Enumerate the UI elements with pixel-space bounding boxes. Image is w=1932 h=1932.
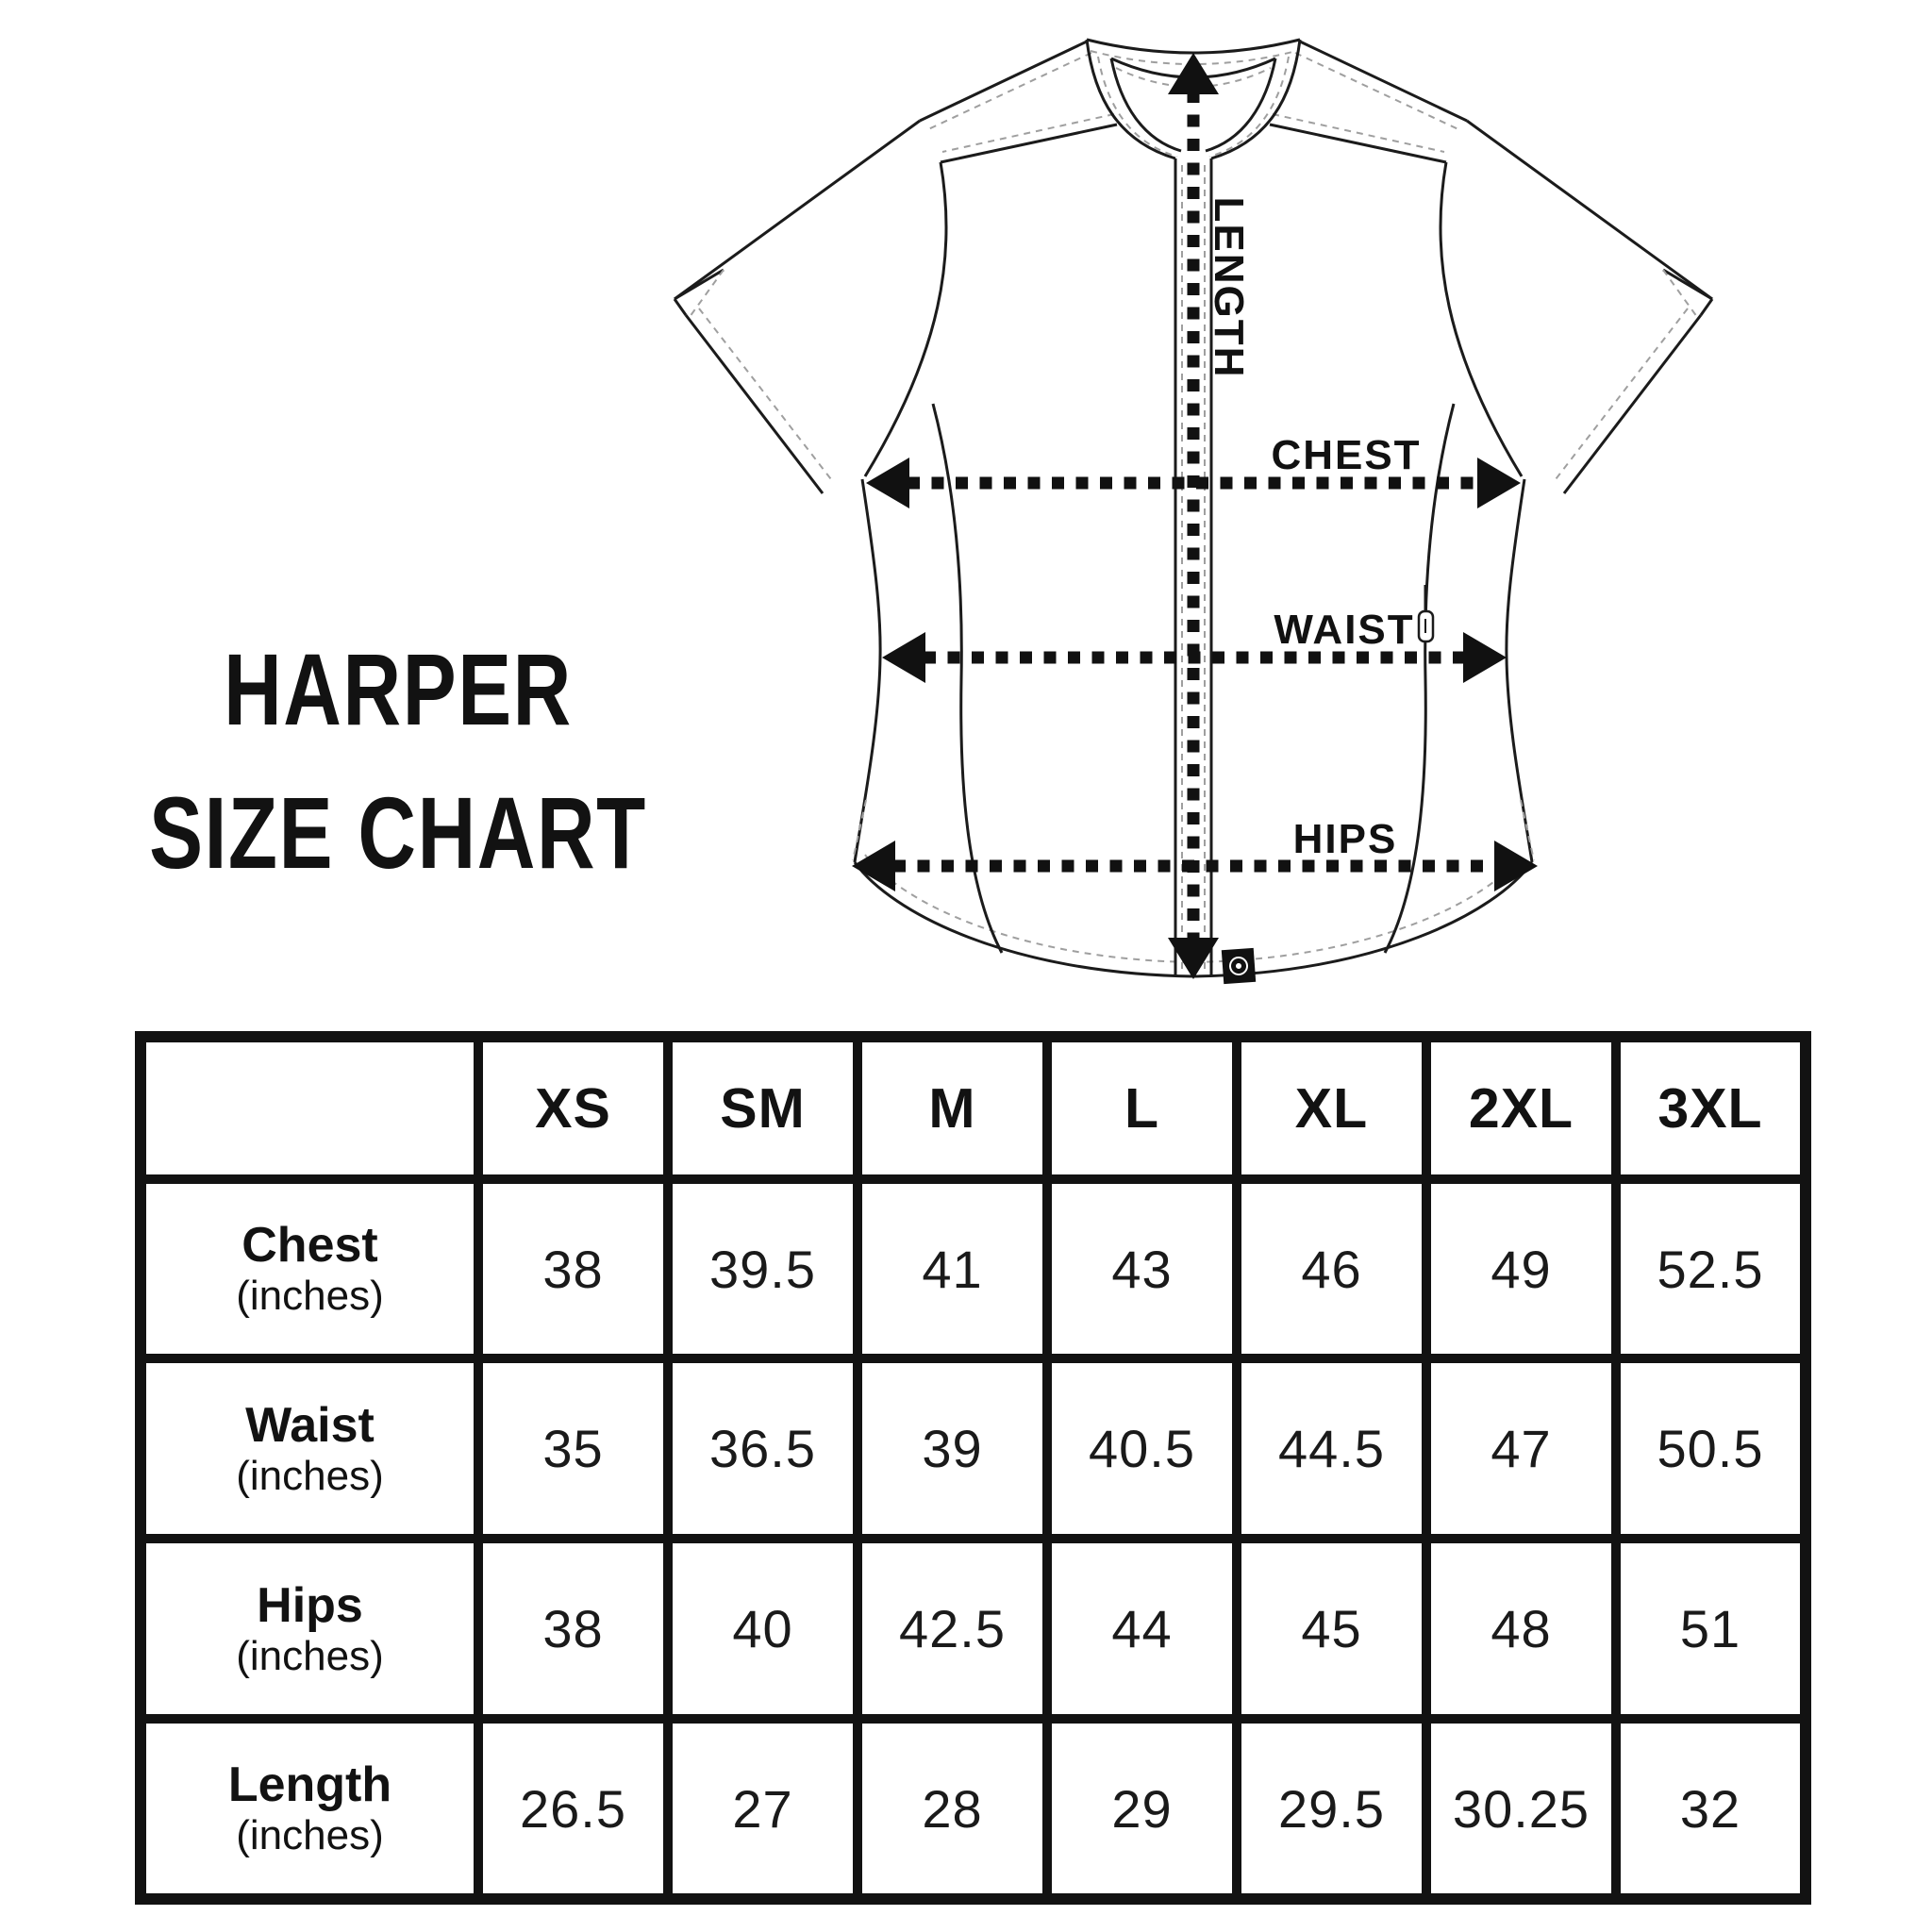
size-table-header-row [141,1037,1806,1179]
hem-tag [1222,948,1256,984]
page-title-line2: SIZE CHART [149,775,647,890]
chest-xs: 38 [478,1179,668,1359]
row-label-waist: Waist (inches) [141,1358,478,1539]
chest-label: CHEST [1271,432,1422,478]
waist-3xl: 50.5 [1616,1358,1806,1539]
waist-2xl: 47 [1426,1358,1616,1539]
hips-xs: 38 [478,1539,668,1719]
table-row-chest [141,1179,1806,1359]
hips-label: HIPS [1292,816,1398,862]
table-row-hips [141,1539,1806,1719]
waist-m: 39 [858,1358,1047,1539]
table-row-waist [141,1358,1806,1539]
chest-3xl: 52.5 [1616,1179,1806,1359]
row-label-hips: Hips (inches) [141,1539,478,1719]
zipper-pull [1419,585,1433,641]
chest-l: 43 [1047,1179,1237,1359]
hips-m: 42.5 [858,1539,1047,1719]
page-title-line1: HARPER [224,632,573,746]
col-header-2xl: 2XL [1426,1037,1616,1179]
table-row-length [141,1719,1806,1899]
size-table [135,1031,1811,1905]
waist-label: WAIST [1274,607,1415,653]
length-label: LENGTH [1206,196,1252,379]
chest-xl: 46 [1237,1179,1426,1359]
length-sm: 27 [668,1719,858,1899]
chest-m: 41 [858,1179,1047,1359]
col-header-xs: XS [478,1037,668,1179]
hips-xl: 45 [1237,1539,1426,1719]
chest-sm: 39.5 [668,1179,858,1359]
row-label-length: Length (inches) [141,1719,478,1899]
length-2xl: 30.25 [1426,1719,1616,1899]
length-xs: 26.5 [478,1719,668,1899]
waist-l: 40.5 [1047,1358,1237,1539]
left-sleeve [675,121,946,493]
chest-2xl: 49 [1426,1179,1616,1359]
waist-sm: 36.5 [668,1358,858,1539]
col-header-3xl: 3XL [1616,1037,1806,1179]
col-header-xl: XL [1237,1037,1426,1179]
col-header-m: M [858,1037,1047,1179]
garment-diagram [604,19,1811,1019]
hips-2xl: 48 [1426,1539,1616,1719]
length-m: 28 [858,1719,1047,1899]
hips-3xl: 51 [1616,1539,1806,1719]
length-xl: 29.5 [1237,1719,1426,1899]
right-sleeve [1441,121,1712,493]
length-3xl: 32 [1616,1719,1806,1899]
waist-xl: 44.5 [1237,1358,1426,1539]
corner-cell [141,1037,478,1179]
hips-l: 44 [1047,1539,1237,1719]
row-label-chest: Chest (inches) [141,1179,478,1359]
col-header-l: L [1047,1037,1237,1179]
hips-sm: 40 [668,1539,858,1719]
waist-xs: 35 [478,1358,668,1539]
length-l: 29 [1047,1719,1237,1899]
page-title [128,618,668,905]
col-header-sm: SM [668,1037,858,1179]
